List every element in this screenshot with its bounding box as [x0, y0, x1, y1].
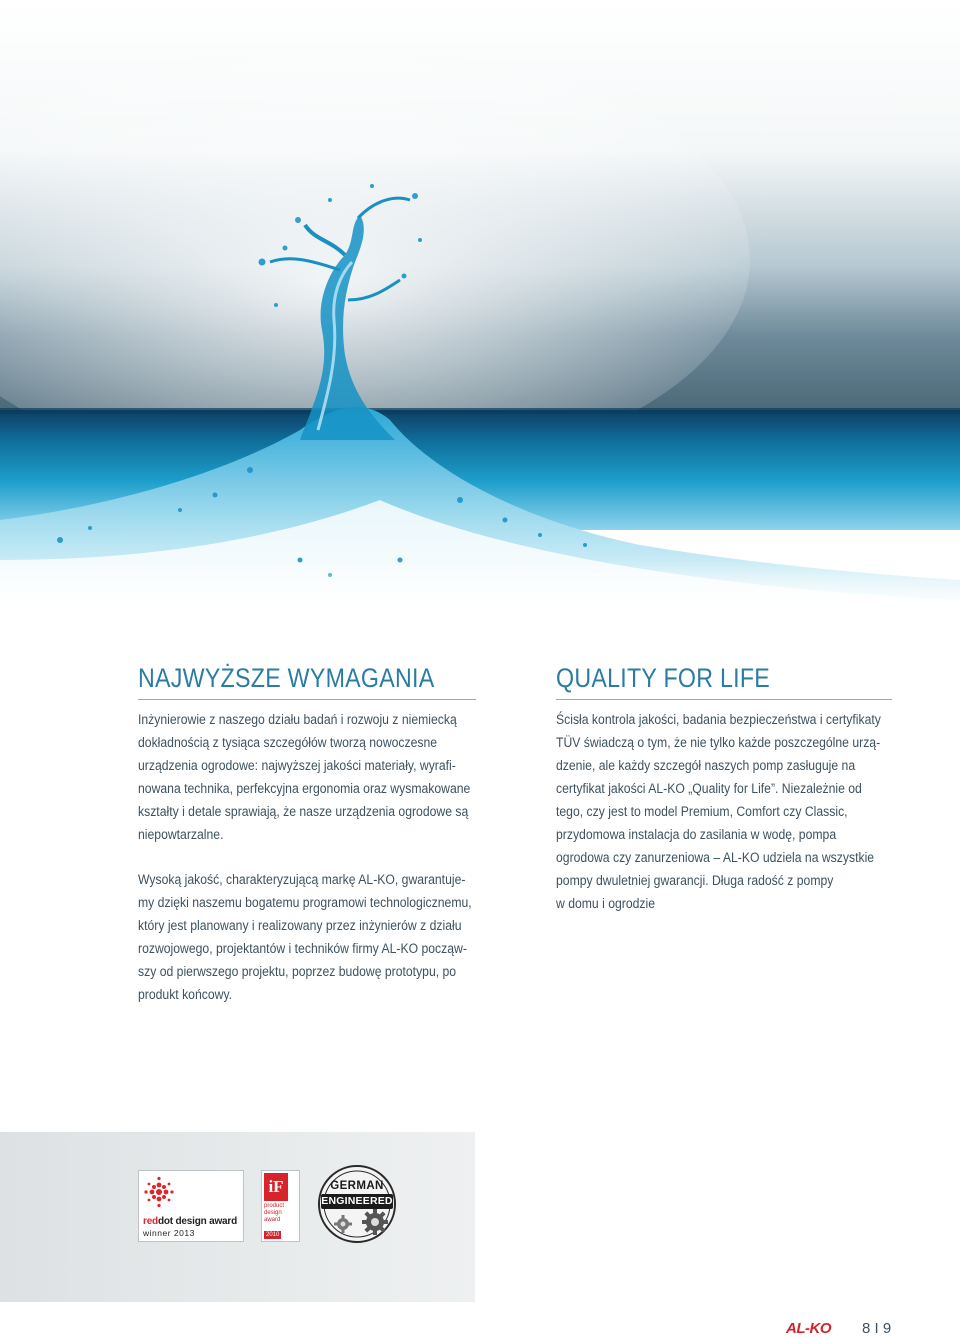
text-line: kształty i detale sprawiają, że nasze urządzenia ogrodowe są	[138, 804, 469, 820]
awards-panel	[0, 1132, 475, 1302]
text-line: który jest planowany i realizowany przez inżynierów z działu	[138, 918, 462, 934]
reddot-icon	[143, 1175, 175, 1209]
text-line: niepowtarzalne.	[138, 827, 224, 843]
text-line: certyfikat jakości AL-KO „Quality for Life”. Niezależnie od	[556, 781, 862, 797]
left-column	[138, 663, 476, 1029]
right-column	[556, 663, 892, 938]
if-logo: iF	[264, 1173, 288, 1201]
al-ko-logo: AL-KO	[786, 1320, 831, 1337]
text-line: Ścisła kontrola jakości, badania bezpieczeństwa i certyfikaty	[556, 712, 881, 728]
text-line: produkt końcowy.	[138, 987, 233, 1003]
text-line: szy od pierwszego projektu, poprzez budowę prototypu, po	[138, 964, 457, 980]
if-design-award-badge	[261, 1170, 300, 1242]
text-line: urządzenia ogrodowe: najwyższej jakości materiały, wyrafi-	[138, 758, 456, 774]
text-line: ogrodowa czy zanurzeniowa – AL-KO udziela na wszystkie	[556, 850, 875, 866]
page-number: 8 I 9	[862, 1320, 892, 1337]
german-seal-line2: ENGINEERED	[321, 1195, 393, 1207]
text-line: Inżynierowie z naszego działu badań i rozwoju z niemiecką	[138, 712, 457, 728]
text-line: pompy dwuletniej gwarancji. Długa radość z pompy	[556, 873, 834, 889]
paragraph	[138, 709, 476, 847]
text-line: my dzięki naszemu bogatemu programowi technologicznemu,	[138, 895, 472, 911]
text-line: TÜV świadczą o tym, że nie tylko każde poszczególne urzą-	[556, 735, 881, 751]
heading-rule	[138, 699, 476, 700]
paragraph	[138, 869, 476, 1007]
german-seal-line1: GERMAN	[330, 1180, 384, 1192]
hero-water-splash-image	[0, 0, 960, 620]
text-line: dzenie, ale każdy szczegół naszych pomp zasługuje na	[556, 758, 856, 774]
text-line: Wysoką jakość, charakteryzującą markę AL-KO, gwarantuje-	[138, 872, 466, 888]
reddot-winner-label: winner 2013	[143, 1228, 195, 1238]
heading-najwyzsze-wymagania: NAJWYŻSZE WYMAGANIA	[138, 663, 435, 693]
text-line: rozwojowego, projektantów i techników firmy AL-KO począw-	[138, 941, 467, 957]
if-award-year: 2010	[266, 1232, 280, 1238]
text-line: przydomowa instalacja do zasilania w wodę, pompa	[556, 827, 837, 843]
heading-rule	[556, 699, 892, 700]
reddot-award-label: reddot design award	[143, 1216, 238, 1227]
if-award-label: product design award	[264, 1203, 285, 1223]
reddot-award-badge	[138, 1170, 244, 1242]
text-line: nowana technika, perfekcyjna ergonomia oraz wysmakowane	[138, 781, 471, 797]
text-line: w domu i ogrodzie	[556, 896, 656, 912]
heading-quality-for-life: QUALITY FOR LIFE	[556, 663, 771, 693]
paragraph	[556, 709, 894, 916]
text-line: tego, czy jest to model Premium, Comfort czy Classic,	[556, 804, 848, 820]
text-line: dokładnością z tysiąca szczegółów tworzą nowoczesne	[138, 735, 438, 751]
german-engineered-seal	[317, 1164, 397, 1244]
